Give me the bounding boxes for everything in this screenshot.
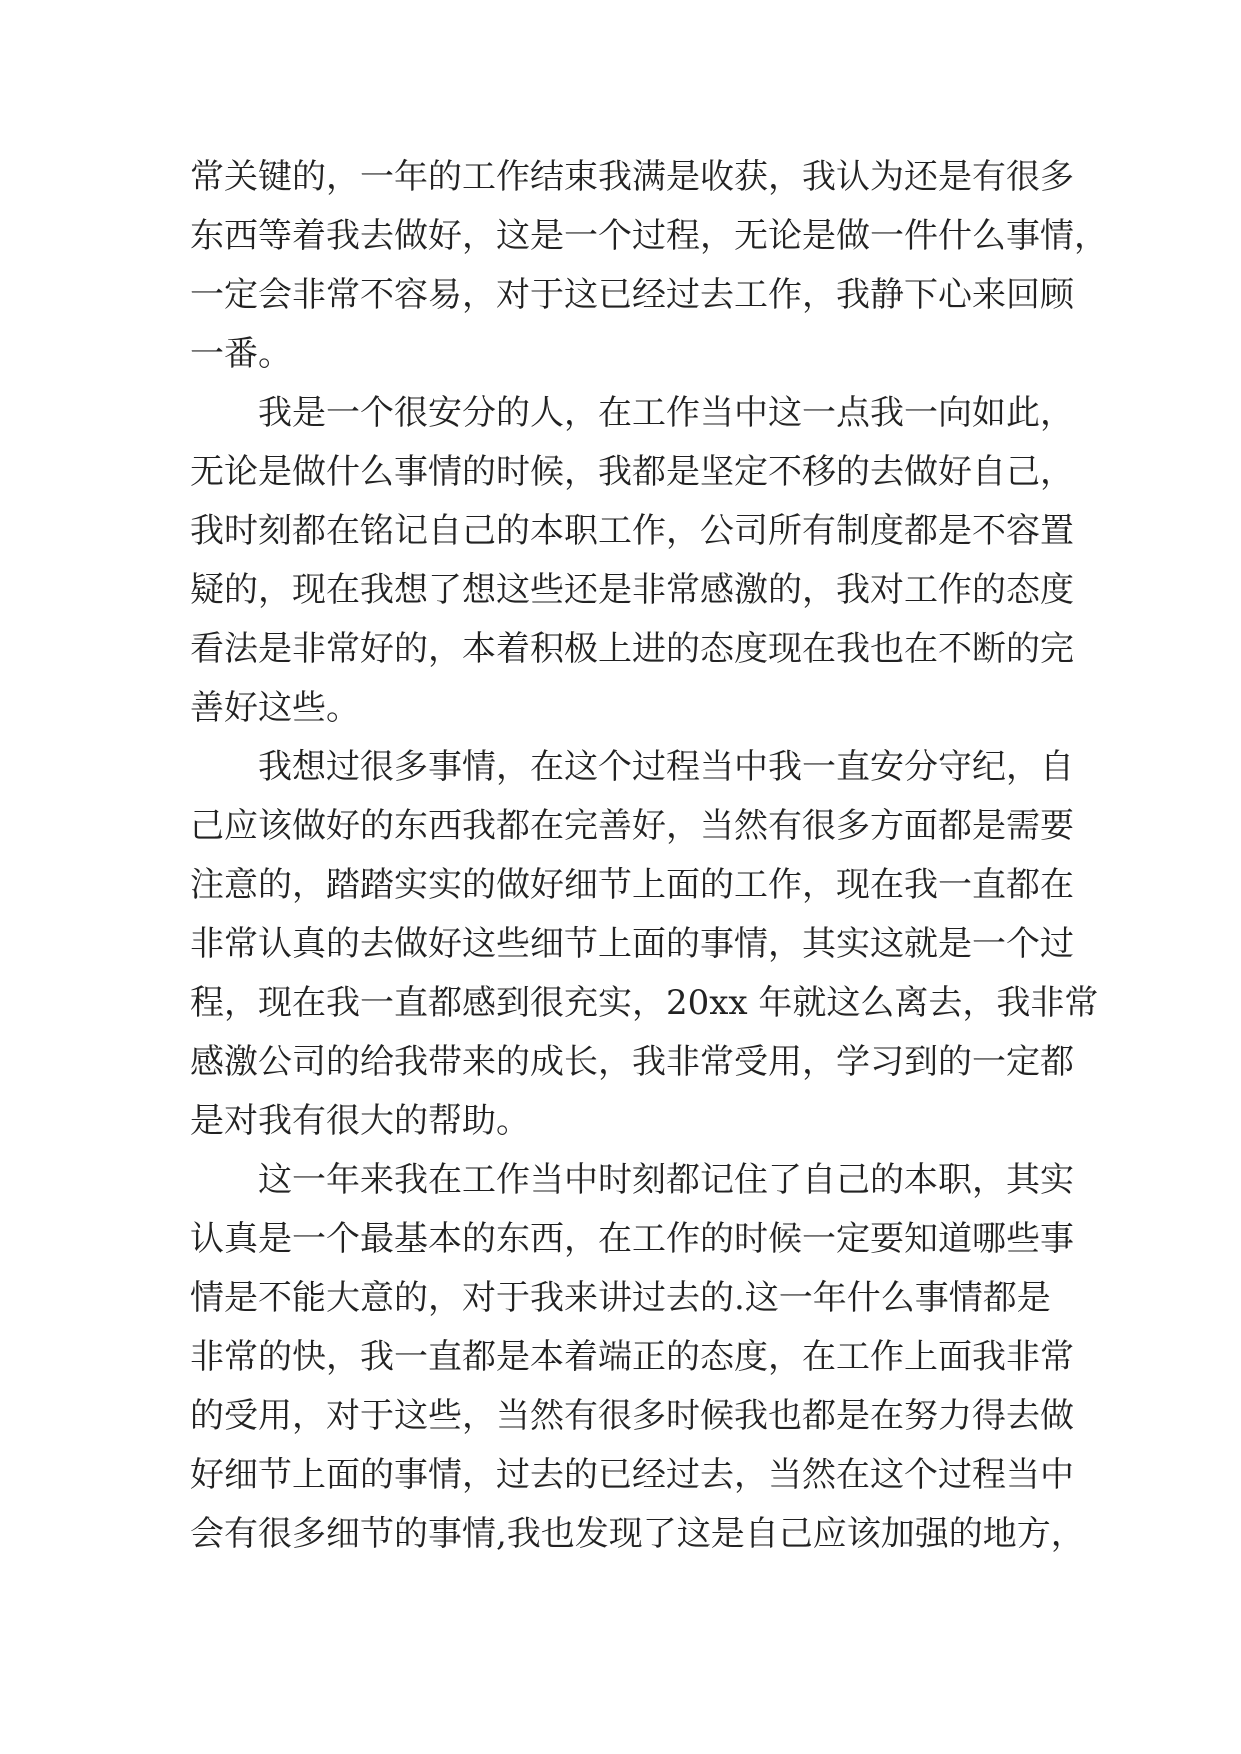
text-line: 非常认真的去做好这些细节上面的事情，其实这就是一个过 bbox=[190, 924, 1074, 964]
paragraph-3 bbox=[190, 747, 1099, 1161]
text-line: 程，现在我一直都感到很充实，20xx 年就这么离去，我非常 bbox=[190, 983, 1099, 1023]
text-line: 这一年来我在工作当中时刻都记住了自己的本职，其实 bbox=[190, 1160, 1074, 1200]
text-line: 东西等着我去做好，这是一个过程，无论是做一件什么事情， bbox=[190, 216, 1108, 256]
paragraph-4 bbox=[190, 1160, 1085, 1574]
text-line: 是对我有很大的帮助。 bbox=[190, 1101, 530, 1141]
paragraph-1 bbox=[190, 157, 1108, 394]
text-line: 善好这些。 bbox=[190, 688, 360, 728]
text-line: 无论是做什么事情的时候，我都是坚定不移的去做好自己， bbox=[190, 452, 1074, 492]
text-line: 一定会非常不容易，对于这已经过去工作，我静下心来回顾 bbox=[190, 275, 1074, 315]
text-line: 我是一个很安分的人，在工作当中这一点我一向如此， bbox=[190, 393, 1074, 433]
text-line: 感激公司的给我带来的成长，我非常受用，学习到的一定都 bbox=[190, 1042, 1074, 1082]
document-body bbox=[190, 157, 1108, 1574]
paragraph-2 bbox=[190, 393, 1074, 748]
text-line: 注意的，踏踏实实的做好细节上面的工作，现在我一直都在 bbox=[190, 865, 1074, 905]
text-line: 疑的，现在我想了想这些还是非常感激的，我对工作的态度 bbox=[190, 570, 1074, 610]
text-line: 我想过很多事情，在这个过程当中我一直安分守纪，自 bbox=[190, 747, 1074, 787]
text-line: 认真是一个最基本的东西，在工作的时候一定要知道哪些事 bbox=[190, 1219, 1074, 1259]
text-line: 会有很多细节的事情,我也发现了这是自己应该加强的地方， bbox=[190, 1514, 1085, 1554]
text-line: 好细节上面的事情，过去的已经过去，当然在这个过程当中 bbox=[190, 1455, 1074, 1495]
text-line: 看法是非常好的，本着积极上进的态度现在我也在不断的完 bbox=[190, 629, 1074, 669]
text-line: 情是不能大意的，对于我来讲过去的.这一年什么事情都是 bbox=[190, 1278, 1051, 1318]
text-line: 己应该做好的东西我都在完善好，当然有很多方面都是需要 bbox=[190, 806, 1074, 846]
text-line: 一番。 bbox=[190, 334, 292, 374]
text-line: 的受用，对于这些，当然有很多时候我也都是在努力得去做 bbox=[190, 1396, 1074, 1436]
text-line: 我时刻都在铭记自己的本职工作，公司所有制度都是不容置 bbox=[190, 511, 1074, 551]
text-line: 常关键的，一年的工作结束我满是收获，我认为还是有很多 bbox=[190, 157, 1074, 197]
text-line: 非常的快，我一直都是本着端正的态度，在工作上面我非常 bbox=[190, 1337, 1074, 1377]
